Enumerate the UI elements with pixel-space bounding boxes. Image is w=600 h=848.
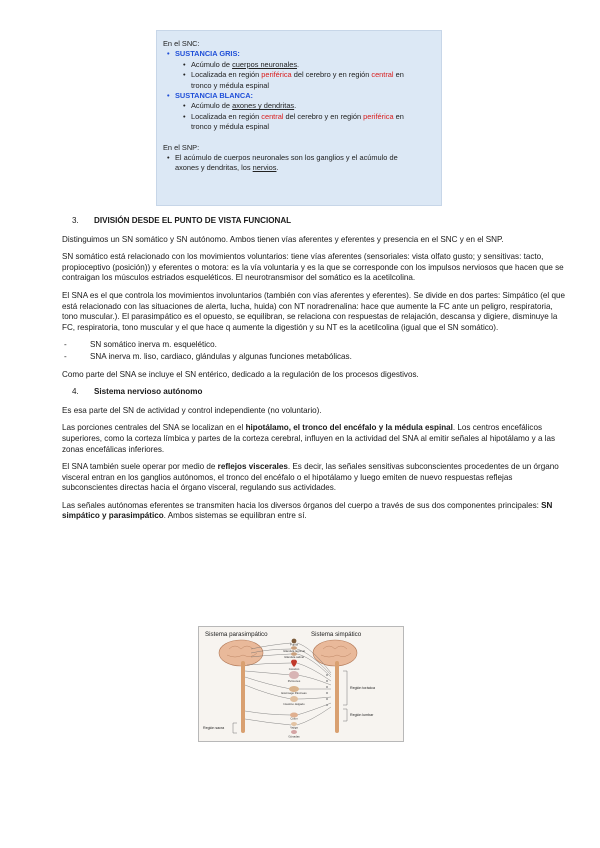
paragraph-7: El SNA también suele operar por medio de reflejos viscerales. Es decir, las señales sensitivas subconscientes procedentes de un órgano visceral entran en los ganglios autónomos, el tronco del encéfalo o el hipotálamo y luego emiten de nuevo respuestas reflejas subconscientes directas hacia el órgano visceral, regulando sus actividades.	[62, 462, 559, 493]
snp-bullet-1: • El acúmulo de cuerpos neuronales son los ganglios y el acúmulo de	[167, 153, 398, 163]
organ-label: Estómago Páncreas	[281, 691, 307, 695]
bullet-icon: •	[183, 59, 186, 69]
autonomic-nervous-system-figure	[198, 626, 404, 742]
bullet-icon: •	[167, 91, 170, 101]
paragraph-6: Las porciones centrales del SNA se localizan en el hipotálamo, el tronco del encéfalo y la médula espinal. Los centros encefálicos superiores, como la corteza límbica y partes de la corteza cerebral, influyen en la actividad del SNA al emitir señales al hipotálamo y a las zonas encefálicas inferiores.	[62, 423, 556, 454]
brain-left	[219, 640, 263, 666]
organ-label: Colon	[290, 716, 298, 721]
toracica-bracket	[343, 671, 347, 705]
snc-snp-summary-box	[156, 30, 442, 206]
organ-label: Pupila	[290, 642, 298, 647]
title-parasympathetic: Sistema parasimpático	[205, 631, 268, 638]
region-lumbar-label: Región lumbar	[350, 713, 374, 717]
bullet-icon: •	[167, 153, 170, 163]
section-4-heading: 4. Sistema nervioso autónomo	[72, 387, 203, 397]
region-toracica-label: Región torácica	[350, 686, 375, 690]
section-3-heading: 3. DIVISIÓN DESDE EL PUNTO DE VISTA FUNCIONAL	[72, 216, 292, 225]
bullet-icon: •	[183, 70, 186, 80]
gris-bullet-1: • Acúmulo de cuerpos neuronales.	[183, 59, 300, 69]
snp-heading: En el SNP:	[163, 142, 200, 152]
organ-label: Corazón	[288, 667, 300, 671]
brain-right	[313, 640, 357, 666]
document-body	[62, 216, 570, 529]
gris-bullet-2-cont: tronco y médula espinal	[191, 80, 270, 90]
paragraph-1: Distinguimos un SN somático y SN autónomo. Ambos tienen vías aferentes y eferentes y presencia en el SNC y en el SNP.	[62, 234, 504, 244]
gris-bullet-2: • Localizada en región periférica del cerebro y en región central en	[183, 70, 404, 80]
gonads-icon	[291, 730, 297, 734]
heart-icon	[291, 660, 297, 668]
blanca-bullet-1: • Acúmulo de axones y dendritas.	[183, 101, 297, 111]
innervation-list	[62, 340, 570, 362]
organ-label: Vejiga	[290, 725, 298, 730]
snc-heading: En el SNC:	[163, 39, 200, 48]
snp-bullet-1-cont: axones y dendritas, los nervios.	[175, 163, 279, 173]
region-sacra-label: Región sacra	[203, 726, 225, 730]
lumbar-bracket	[343, 709, 347, 721]
bullet-icon: •	[183, 111, 186, 121]
lungs-icon	[289, 671, 299, 679]
paragraph-8: Las señales autónomas eferentes se transmiten hacia los diversos órganos del cuerpo a través de sus dos componentes principales: SN simpático y parasimpático. Ambos sistemas se equilibran entre sí.	[62, 500, 553, 521]
gris-heading: • SUSTANCIA GRIS:	[167, 49, 240, 59]
bullet-icon: •	[167, 49, 170, 59]
blanca-bullet-2: • Localizada en región central del cerebro y en región periférica en	[183, 111, 404, 121]
organ-label: Intestino delgado	[283, 702, 305, 706]
paragraph-4: Como parte del SNA se incluye el SN entérico, dedicado a la regulación de los procesos digestivos.	[62, 369, 419, 379]
bullet-icon: •	[183, 101, 186, 111]
organ-label: Pulmones	[287, 679, 301, 683]
list-item: - SNA inerva m. liso, cardiaco, glándulas y algunas funciones metabólicas.	[64, 352, 570, 363]
organ-label: Glándula salival	[284, 655, 304, 659]
ans-diagram	[199, 627, 403, 741]
blanca-heading: • SUSTANCIA BLANCA:	[167, 91, 254, 101]
list-item: - SN somático inerva m. esquelético.	[64, 340, 570, 351]
title-sympathetic: Sistema simpático	[311, 631, 362, 638]
organ-label: Glándula lagrimal	[283, 649, 305, 653]
blanca-bullet-2-cont: tronco y médula espinal	[191, 122, 270, 132]
paragraph-3: El SNA es el que controla los movimientos involuntarios (también con vías aferentes y eferentes). Se divide en dos partes: Simpático (el que está relacionado con las situaciones de alerta, lucha, huida) con NT noradrenalina: hace que aumente la FC ante un peligro, respiratoria, tono muscular.). El parasimpático es el opuesto, se equilibran, se relaciona con respuestas de relajación, descansa y digiere, disminuye la FC, respiratoria, tono muscular y el que hace q aumente la digestión y su NT es la acetilcolina (igual que el SN somático).	[62, 290, 565, 332]
sacra-bracket	[233, 723, 237, 733]
paragraph-2: SN somático está relacionado con los movimientos voluntarios: tiene vías aferentes (sensoriales: vista olfato gusto; y sensitivas: tacto, propioceptivo (posición)) y eferentes o motora: es la vía voluntaria y es la que se corresponde con los impulsos nerviosos que hacen que se contraigan los músculos estriados esqueléticos. El neurotransmisor del somático es la acetilcolina.	[62, 252, 564, 283]
paragraph-5: Es esa parte del SN de actividad y control independiente (no voluntario).	[62, 405, 322, 415]
organ-label: Gónadas	[288, 734, 300, 739]
